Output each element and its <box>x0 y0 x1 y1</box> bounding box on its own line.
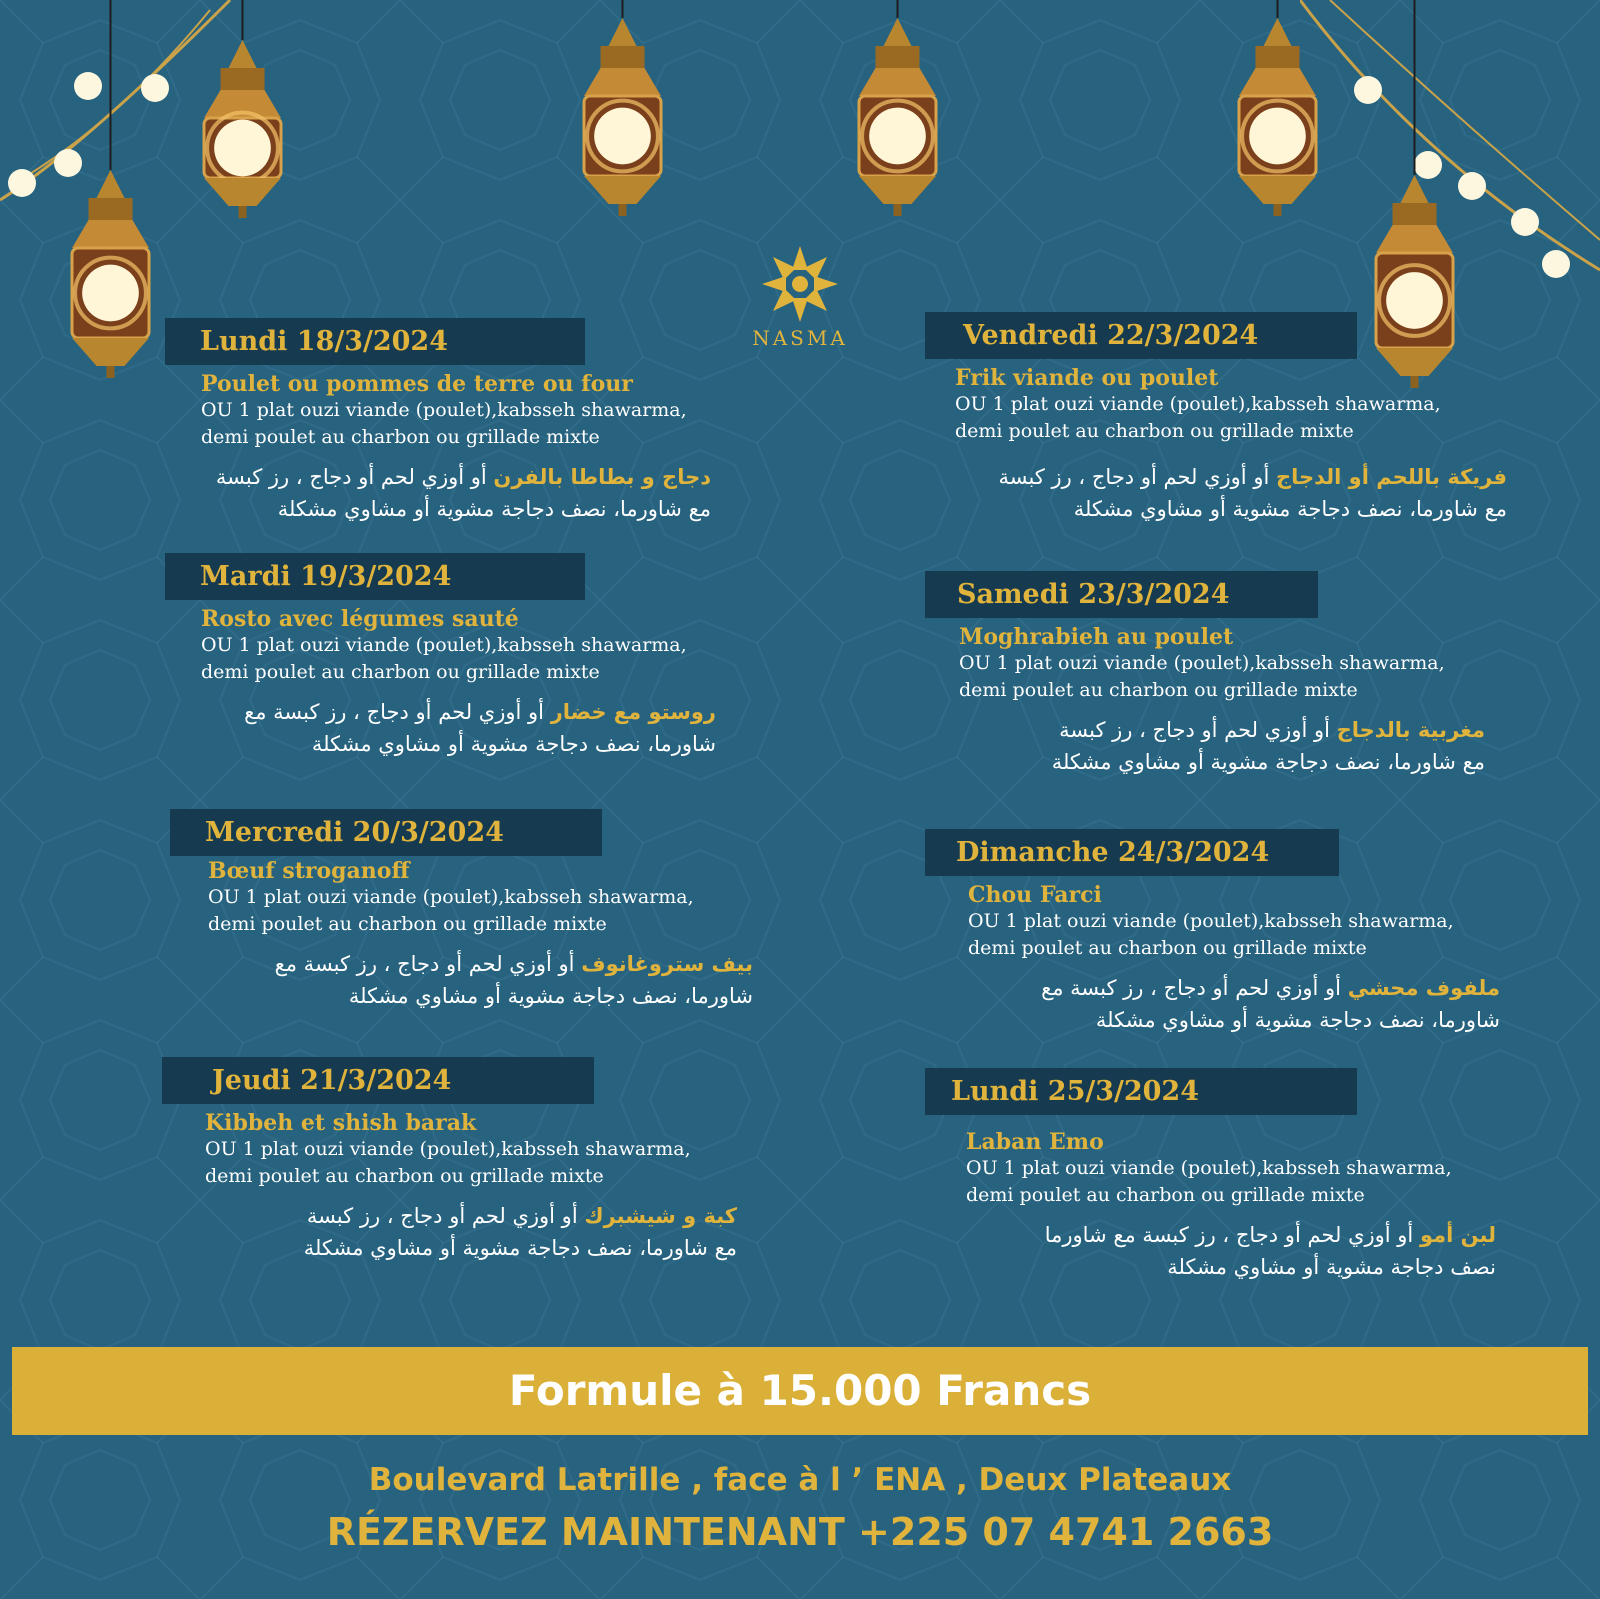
arabic-line1-rest: أو أوزي لحم أو دجاج ، رز كبسة <box>215 465 494 489</box>
arabic-description <box>959 714 1485 778</box>
arabic-description <box>955 461 1507 525</box>
dish-desc-line2: demi poulet au charbon ou grillade mixte <box>205 1165 604 1187</box>
arabic-line2: شاورما، نصف دجاجة مشوية أو مشاوي مشكلة <box>311 732 716 756</box>
arabic-dish-name: فريكة باللحم أو الدجاج <box>1275 465 1507 489</box>
hanging-lantern-icon <box>1235 0 1320 218</box>
arabic-line2: مع شاورما، نصف دجاجة مشوية أو مشاوي مشكلة <box>277 497 711 521</box>
day-block-lundi-25 <box>925 1068 1496 1283</box>
arabic-description <box>201 461 711 525</box>
day-header: Mercredi 20/3/2024 <box>170 809 602 856</box>
dish-desc-line1: OU 1 plat ouzi viande (poulet),kabsseh shawarma, <box>201 634 687 656</box>
arabic-line1 <box>955 461 1507 493</box>
dish-title: Moghrabieh au poulet <box>959 624 1234 650</box>
dish-title: Kibbeh et shish barak <box>205 1110 477 1136</box>
dish-title: Frik viande ou poulet <box>955 365 1219 391</box>
arabic-dish-name: لبن أمو <box>1419 1223 1496 1247</box>
brand-name: NASMA <box>752 326 848 350</box>
dish-desc-line1: OU 1 plat ouzi viande (poulet),kabsseh shawarma, <box>968 910 1454 932</box>
dish-desc-line1: OU 1 plat ouzi viande (poulet),kabsseh shawarma, <box>201 399 687 421</box>
dish-title: Chou Farci <box>968 882 1102 908</box>
formula-banner <box>12 1347 1588 1435</box>
brand-logo <box>740 244 860 350</box>
day-header: Dimanche 24/3/2024 <box>925 829 1339 876</box>
arabic-description <box>208 948 753 1012</box>
arabic-line2: مع شاورما، نصف دجاجة مشوية أو مشاوي مشكلة <box>1051 750 1485 774</box>
dish-desc-line2: demi poulet au charbon ou grillade mixte <box>201 661 600 683</box>
dish-desc-line1: OU 1 plat ouzi viande (poulet),kabsseh shawarma, <box>208 886 694 908</box>
arabic-line1-rest: أو أوزي لحم أو دجاج ، رز كبسة <box>998 465 1276 489</box>
arabic-line2: شاورما، نصف دجاجة مشوية أو مشاوي مشكلة <box>348 984 753 1008</box>
arabic-line1-rest: أو أوزي لحم أو دجاج ، رز كبسة مع شاورما <box>1044 1223 1420 1247</box>
day-header: Jeudi 21/3/2024 <box>162 1057 594 1104</box>
arabic-description <box>205 1200 737 1264</box>
arabic-line1 <box>208 948 753 980</box>
arabic-line2: شاورما، نصف دجاجة مشوية أو مشاوي مشكلة <box>1095 1008 1500 1032</box>
day-header: Lundi 18/3/2024 <box>165 318 585 365</box>
arabic-line2: نصف دجاجة مشوية أو مشاوي مشكلة <box>1167 1255 1496 1279</box>
dish-desc-line2: demi poulet au charbon ou grillade mixte <box>966 1184 1365 1206</box>
dish-desc-line1: OU 1 plat ouzi viande (poulet),kabsseh shawarma, <box>959 652 1445 674</box>
dish-desc-line1: OU 1 plat ouzi viande (poulet),kabsseh shawarma, <box>955 393 1441 415</box>
arabic-line1 <box>959 714 1485 746</box>
hanging-lantern-icon <box>200 0 285 220</box>
arabic-line1-rest: أو أوزي لحم أو دجاج ، رز كبسة مع <box>1041 976 1348 1000</box>
day-header: Vendredi 22/3/2024 <box>925 312 1357 359</box>
arabic-dish-name: بيف ستروغانوف <box>581 952 753 976</box>
dish-desc-line1: OU 1 plat ouzi viande (poulet),kabsseh shawarma, <box>205 1138 691 1160</box>
day-block-vendredi-22 <box>925 312 1507 525</box>
day-block-lundi-18 <box>165 318 711 525</box>
arabic-description <box>968 972 1500 1036</box>
arabic-line1 <box>205 1200 737 1232</box>
dish-desc-line2: demi poulet au charbon ou grillade mixte <box>208 913 607 935</box>
day-header: Mardi 19/3/2024 <box>165 553 585 600</box>
hanging-lantern-icon <box>855 0 940 218</box>
day-header: Lundi 25/3/2024 <box>925 1068 1357 1115</box>
arabic-line1-rest: أو أوزي لحم أو دجاج ، رز كبسة مع <box>274 952 582 976</box>
dish-desc-line2: demi poulet au charbon ou grillade mixte <box>955 420 1354 442</box>
dish-desc-line2: demi poulet au charbon ou grillade mixte <box>968 937 1367 959</box>
dish-desc-line2: demi poulet au charbon ou grillade mixte <box>959 679 1358 701</box>
day-block-samedi-23 <box>925 571 1485 778</box>
arabic-line1-rest: أو أوزي لحم أو دجاج ، رز كبسة <box>1059 718 1337 742</box>
formula-price: Formule à 15.000 Francs <box>508 1366 1092 1415</box>
arabic-dish-name: روستو مع خضار <box>550 700 716 724</box>
arabic-line1 <box>968 972 1500 1004</box>
address-text: Boulevard Latrille , face à l ’ ENA , Deux Plateaux <box>368 1462 1232 1498</box>
arabic-dish-name: كبة و شيشبرك <box>584 1204 737 1228</box>
dish-desc-line1: OU 1 plat ouzi viande (poulet),kabsseh shawarma, <box>966 1157 1452 1179</box>
arabic-dish-name: مغربية بالدجاج <box>1336 718 1485 742</box>
day-header: Samedi 23/3/2024 <box>925 571 1318 618</box>
reservation-phone[interactable]: RÉZERVEZ MAINTENANT +225 07 4741 2663 <box>326 1510 1274 1554</box>
arabic-line1 <box>966 1219 1496 1251</box>
star-flower-logo-icon <box>760 244 840 324</box>
day-block-dimanche-24 <box>925 829 1500 1036</box>
arabic-line1-rest: أو أوزي لحم أو دجاج ، رز كبسة مع <box>244 700 551 724</box>
arabic-description <box>201 696 716 760</box>
arabic-line2: مع شاورما، نصف دجاجة مشوية أو مشاوي مشكلة <box>303 1236 737 1260</box>
arabic-line2: مع شاورما، نصف دجاجة مشوية أو مشاوي مشكلة <box>1073 497 1507 521</box>
arabic-line1-rest: أو أوزي لحم أو دجاج ، رز كبسة <box>306 1204 585 1228</box>
dish-title: Rosto avec légumes sauté <box>201 606 519 632</box>
day-block-mercredi-20 <box>170 809 753 1012</box>
day-block-jeudi-21 <box>162 1057 737 1264</box>
arabic-line1 <box>201 696 716 728</box>
hanging-lantern-icon <box>68 0 153 380</box>
arabic-dish-name: دجاج و بطاطا بالفرن <box>493 465 711 489</box>
arabic-dish-name: ملفوف محشي <box>1347 976 1500 1000</box>
dish-title: Poulet ou pommes de terre ou four <box>201 371 633 397</box>
dish-title: Bœuf stroganoff <box>208 858 410 884</box>
day-block-mardi-19 <box>165 553 716 760</box>
hanging-lantern-icon <box>580 0 665 218</box>
arabic-description <box>966 1219 1496 1283</box>
dish-desc-line2: demi poulet au charbon ou grillade mixte <box>201 426 600 448</box>
arabic-line1 <box>201 461 711 493</box>
dish-title: Laban Emo <box>966 1129 1104 1155</box>
